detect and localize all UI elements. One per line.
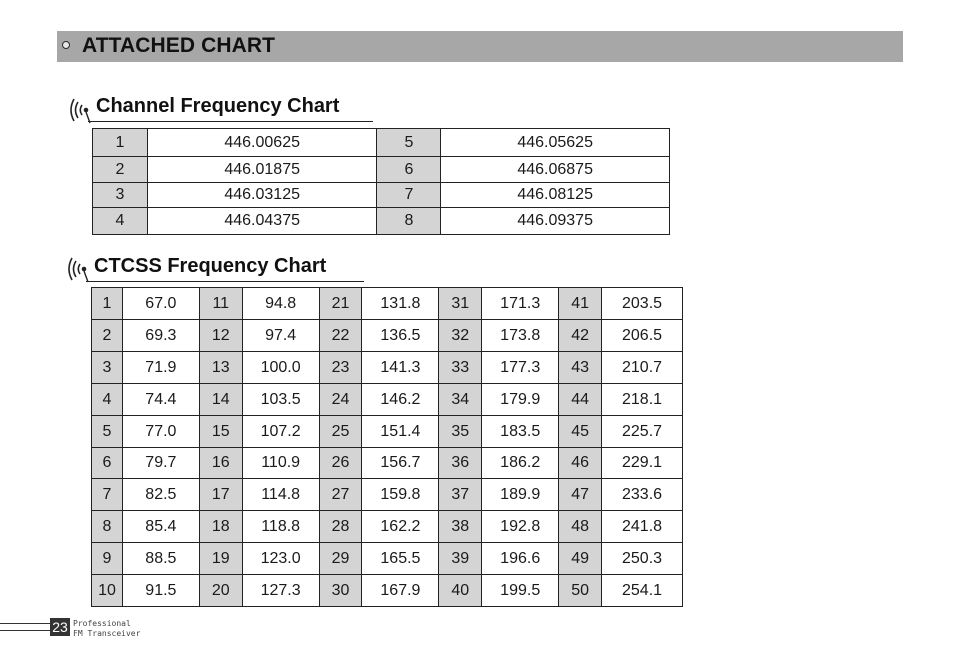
section-header-bar xyxy=(57,31,903,62)
frequency-value-cell: 123.0 xyxy=(242,543,319,575)
frequency-value-cell: 446.08125 xyxy=(441,183,670,208)
channel-number-cell: 12 xyxy=(199,320,242,352)
channel-number-cell: 39 xyxy=(439,543,482,575)
channel-frequency-table xyxy=(92,128,670,235)
channel-number-cell: 6 xyxy=(92,448,123,479)
channel-number-cell: 19 xyxy=(199,543,242,575)
channel-number-cell: 31 xyxy=(439,288,482,320)
frequency-value-cell: 241.8 xyxy=(602,511,683,543)
channel-number-cell: 3 xyxy=(92,352,123,384)
frequency-value-cell: 165.5 xyxy=(362,543,439,575)
channel-number-cell: 24 xyxy=(319,384,362,416)
frequency-value-cell: 446.05625 xyxy=(441,129,670,157)
channel-number-cell: 3 xyxy=(93,183,148,208)
channel-number-cell: 1 xyxy=(93,129,148,157)
channel-number-cell: 18 xyxy=(199,511,242,543)
channel-number-cell: 22 xyxy=(319,320,362,352)
frequency-value-cell: 71.9 xyxy=(122,352,199,384)
footer-rule xyxy=(0,630,50,631)
channel-number-cell: 5 xyxy=(92,416,123,448)
channel-number-cell: 11 xyxy=(199,288,242,320)
frequency-value-cell: 151.4 xyxy=(362,416,439,448)
frequency-value-cell: 103.5 xyxy=(242,384,319,416)
frequency-value-cell: 97.4 xyxy=(242,320,319,352)
channel-number-cell: 27 xyxy=(319,479,362,511)
channel-number-cell: 2 xyxy=(92,320,123,352)
frequency-value-cell: 446.00625 xyxy=(147,129,377,157)
channel-number-cell: 5 xyxy=(377,129,441,157)
frequency-value-cell: 446.01875 xyxy=(147,157,377,183)
table-row xyxy=(92,575,683,607)
frequency-value-cell: 118.8 xyxy=(242,511,319,543)
footer-brand-line2: FM Transceiver xyxy=(73,629,141,638)
channel-number-cell: 25 xyxy=(319,416,362,448)
frequency-value-cell: 159.8 xyxy=(362,479,439,511)
channel-number-cell: 1 xyxy=(92,288,123,320)
channel-number-cell: 6 xyxy=(377,157,441,183)
channel-number-cell: 41 xyxy=(559,288,602,320)
channel-number-cell: 2 xyxy=(93,157,148,183)
ctcss-frequency-table xyxy=(91,287,683,607)
frequency-value-cell: 85.4 xyxy=(122,511,199,543)
channel-number-cell: 49 xyxy=(559,543,602,575)
frequency-value-cell: 100.0 xyxy=(242,352,319,384)
channel-number-cell: 45 xyxy=(559,416,602,448)
channel-number-cell: 4 xyxy=(92,384,123,416)
table-row xyxy=(92,543,683,575)
frequency-value-cell: 171.3 xyxy=(482,288,559,320)
bullet-circle-icon xyxy=(62,41,70,49)
channel-number-cell: 21 xyxy=(319,288,362,320)
frequency-value-cell: 131.8 xyxy=(362,288,439,320)
channel-number-cell: 7 xyxy=(377,183,441,208)
frequency-value-cell: 186.2 xyxy=(482,448,559,479)
channel-number-cell: 15 xyxy=(199,416,242,448)
frequency-value-cell: 94.8 xyxy=(242,288,319,320)
channel-number-cell: 36 xyxy=(439,448,482,479)
frequency-value-cell: 79.7 xyxy=(122,448,199,479)
frequency-value-cell: 77.0 xyxy=(122,416,199,448)
frequency-value-cell: 254.1 xyxy=(602,575,683,607)
frequency-value-cell: 446.06875 xyxy=(441,157,670,183)
frequency-value-cell: 162.2 xyxy=(362,511,439,543)
frequency-value-cell: 446.04375 xyxy=(147,208,377,235)
page-number: 23 xyxy=(50,618,70,636)
table-row xyxy=(92,352,683,384)
table-row xyxy=(92,479,683,511)
frequency-value-cell: 146.2 xyxy=(362,384,439,416)
page-title: ATTACHED CHART xyxy=(82,34,276,57)
frequency-value-cell: 127.3 xyxy=(242,575,319,607)
frequency-value-cell: 446.09375 xyxy=(441,208,670,235)
channel-number-cell: 44 xyxy=(559,384,602,416)
channel-chart-title: Channel Frequency Chart xyxy=(96,95,340,117)
frequency-value-cell: 179.9 xyxy=(482,384,559,416)
channel-number-cell: 20 xyxy=(199,575,242,607)
frequency-value-cell: 183.5 xyxy=(482,416,559,448)
frequency-value-cell: 107.2 xyxy=(242,416,319,448)
table-row xyxy=(92,320,683,352)
frequency-value-cell: 74.4 xyxy=(122,384,199,416)
table-row xyxy=(92,511,683,543)
channel-number-cell: 40 xyxy=(439,575,482,607)
frequency-value-cell: 177.3 xyxy=(482,352,559,384)
channel-number-cell: 42 xyxy=(559,320,602,352)
channel-number-cell: 48 xyxy=(559,511,602,543)
signal-wave-icon xyxy=(62,254,92,284)
frequency-value-cell: 233.6 xyxy=(602,479,683,511)
footer-rule xyxy=(0,623,50,624)
frequency-value-cell: 250.3 xyxy=(602,543,683,575)
frequency-value-cell: 91.5 xyxy=(122,575,199,607)
channel-number-cell: 17 xyxy=(199,479,242,511)
channel-number-cell: 29 xyxy=(319,543,362,575)
frequency-value-cell: 88.5 xyxy=(122,543,199,575)
channel-number-cell: 7 xyxy=(92,479,123,511)
table-row xyxy=(92,416,683,448)
channel-number-cell: 46 xyxy=(559,448,602,479)
frequency-value-cell: 136.5 xyxy=(362,320,439,352)
channel-number-cell: 37 xyxy=(439,479,482,511)
channel-number-cell: 33 xyxy=(439,352,482,384)
frequency-value-cell: 189.9 xyxy=(482,479,559,511)
channel-number-cell: 43 xyxy=(559,352,602,384)
channel-number-cell: 34 xyxy=(439,384,482,416)
channel-number-cell: 47 xyxy=(559,479,602,511)
ctcss-chart-title: CTCSS Frequency Chart xyxy=(94,255,327,277)
table-row xyxy=(92,288,683,320)
frequency-value-cell: 196.6 xyxy=(482,543,559,575)
channel-number-cell: 8 xyxy=(92,511,123,543)
channel-number-cell: 4 xyxy=(93,208,148,235)
frequency-value-cell: 114.8 xyxy=(242,479,319,511)
frequency-value-cell: 156.7 xyxy=(362,448,439,479)
table-row xyxy=(93,157,670,183)
heading-underline xyxy=(86,281,364,282)
frequency-value-cell: 110.9 xyxy=(242,448,319,479)
channel-number-cell: 16 xyxy=(199,448,242,479)
channel-number-cell: 50 xyxy=(559,575,602,607)
frequency-value-cell: 225.7 xyxy=(602,416,683,448)
frequency-value-cell: 199.5 xyxy=(482,575,559,607)
frequency-value-cell: 82.5 xyxy=(122,479,199,511)
channel-number-cell: 28 xyxy=(319,511,362,543)
frequency-value-cell: 218.1 xyxy=(602,384,683,416)
channel-number-cell: 23 xyxy=(319,352,362,384)
table-row xyxy=(93,183,670,208)
channel-number-cell: 30 xyxy=(319,575,362,607)
channel-number-cell: 10 xyxy=(92,575,123,607)
frequency-value-cell: 67.0 xyxy=(122,288,199,320)
channel-number-cell: 14 xyxy=(199,384,242,416)
channel-number-cell: 32 xyxy=(439,320,482,352)
frequency-value-cell: 446.03125 xyxy=(147,183,377,208)
table-row xyxy=(93,208,670,235)
channel-number-cell: 26 xyxy=(319,448,362,479)
table-row xyxy=(93,129,670,157)
table-row xyxy=(92,384,683,416)
frequency-value-cell: 141.3 xyxy=(362,352,439,384)
channel-number-cell: 35 xyxy=(439,416,482,448)
frequency-value-cell: 203.5 xyxy=(602,288,683,320)
footer-brand-line1: Professional xyxy=(73,619,131,628)
frequency-value-cell: 192.8 xyxy=(482,511,559,543)
channel-chart-heading xyxy=(64,93,376,127)
ctcss-chart-heading xyxy=(62,252,364,286)
frequency-value-cell: 206.5 xyxy=(602,320,683,352)
channel-number-cell: 8 xyxy=(377,208,441,235)
heading-underline xyxy=(88,121,373,122)
channel-number-cell: 13 xyxy=(199,352,242,384)
channel-number-cell: 9 xyxy=(92,543,123,575)
frequency-value-cell: 69.3 xyxy=(122,320,199,352)
frequency-value-cell: 173.8 xyxy=(482,320,559,352)
frequency-value-cell: 210.7 xyxy=(602,352,683,384)
frequency-value-cell: 167.9 xyxy=(362,575,439,607)
frequency-value-cell: 229.1 xyxy=(602,448,683,479)
channel-number-cell: 38 xyxy=(439,511,482,543)
table-row xyxy=(92,448,683,479)
